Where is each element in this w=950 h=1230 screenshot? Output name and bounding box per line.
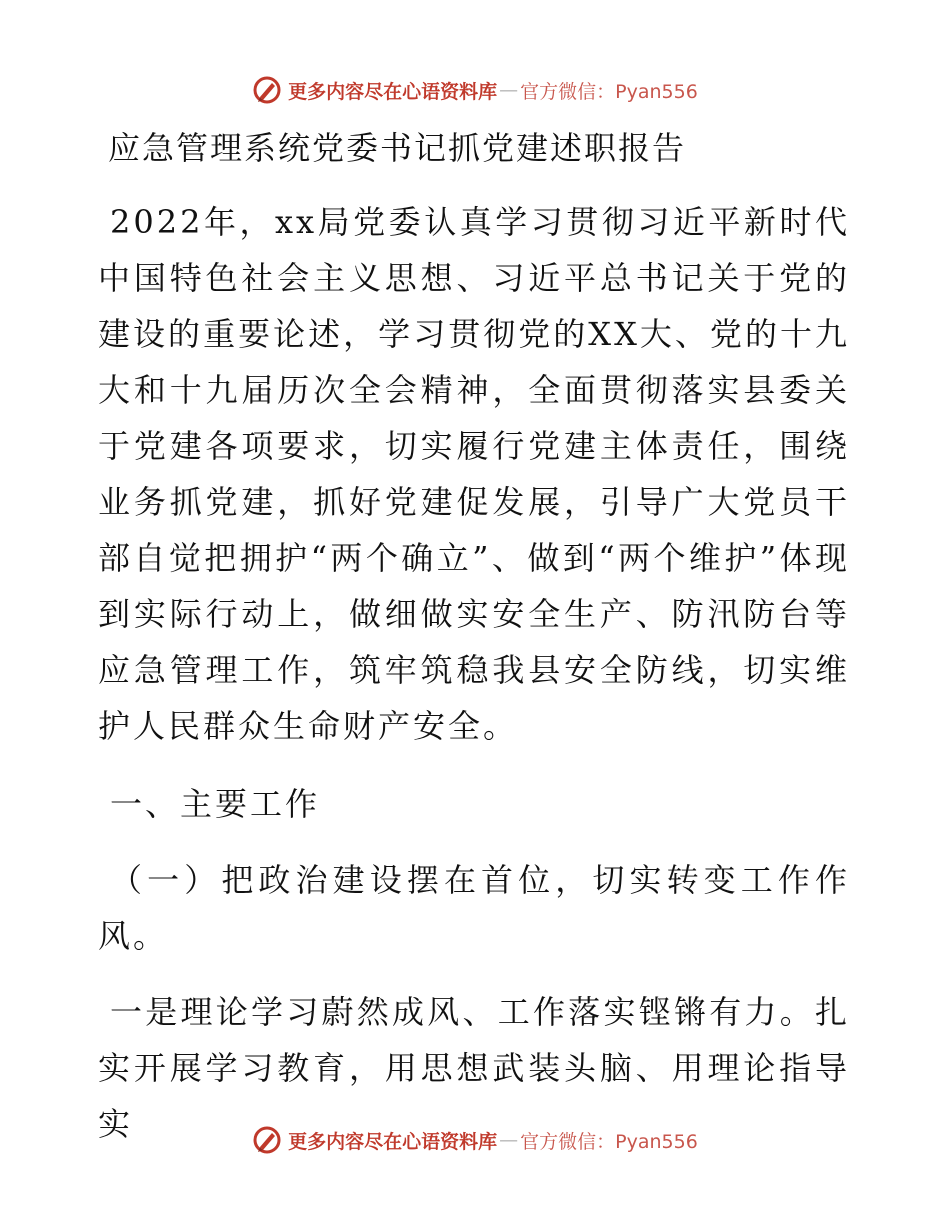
watermark-contact: 官方微信：Pyan556 — [520, 1130, 698, 1153]
watermark-dash: — — [499, 79, 519, 101]
section-heading: 一、主要工作 — [110, 785, 321, 823]
pen-logo-icon — [252, 75, 282, 105]
watermark-banner-top — [0, 70, 950, 110]
intro-paragraph: 2022年，xx局党委认真学习贯彻习近平新时代中国特色社会主义思想、习近平总书记关于党的建设的重要论述，学习贯彻党的XX大、党的十九大和十九届历次全会精神，全面贯彻落实县委关于党建各项要求，切实履行党建主体责任，围绕业务抓党建，抓好党建促发展，引导广大党员干部自觉把拥护“两个确立”、做到“两个维护”体现到实际行动上，做细做实安全生产、防汛防台等应急管理工作，筑牢筑稳我县安全防线，切实维护人民群众生命财产安全。 — [98, 203, 850, 745]
watermark-brand: 更多内容尽在心语资料库 — [288, 1130, 498, 1153]
watermark-dash: — — [499, 1129, 519, 1151]
watermark-contact: 官方微信：Pyan556 — [520, 80, 698, 103]
watermark-banner-bottom — [0, 1120, 950, 1160]
document-title: 应急管理系统党委书记抓党建述职报告 — [108, 129, 687, 167]
pen-logo-icon — [252, 1125, 282, 1155]
body-paragraph: 一是理论学习蔚然成风、工作落实铿锵有力。扎实开展学习教育，用思想武装头脑、用理论指导实 — [98, 993, 850, 1143]
watermark-brand: 更多内容尽在心语资料库 — [288, 80, 498, 103]
subsection-heading: （一）把政治建设摆在首位，切实转变工作作风。 — [98, 861, 850, 955]
document-body — [98, 126, 850, 1152]
